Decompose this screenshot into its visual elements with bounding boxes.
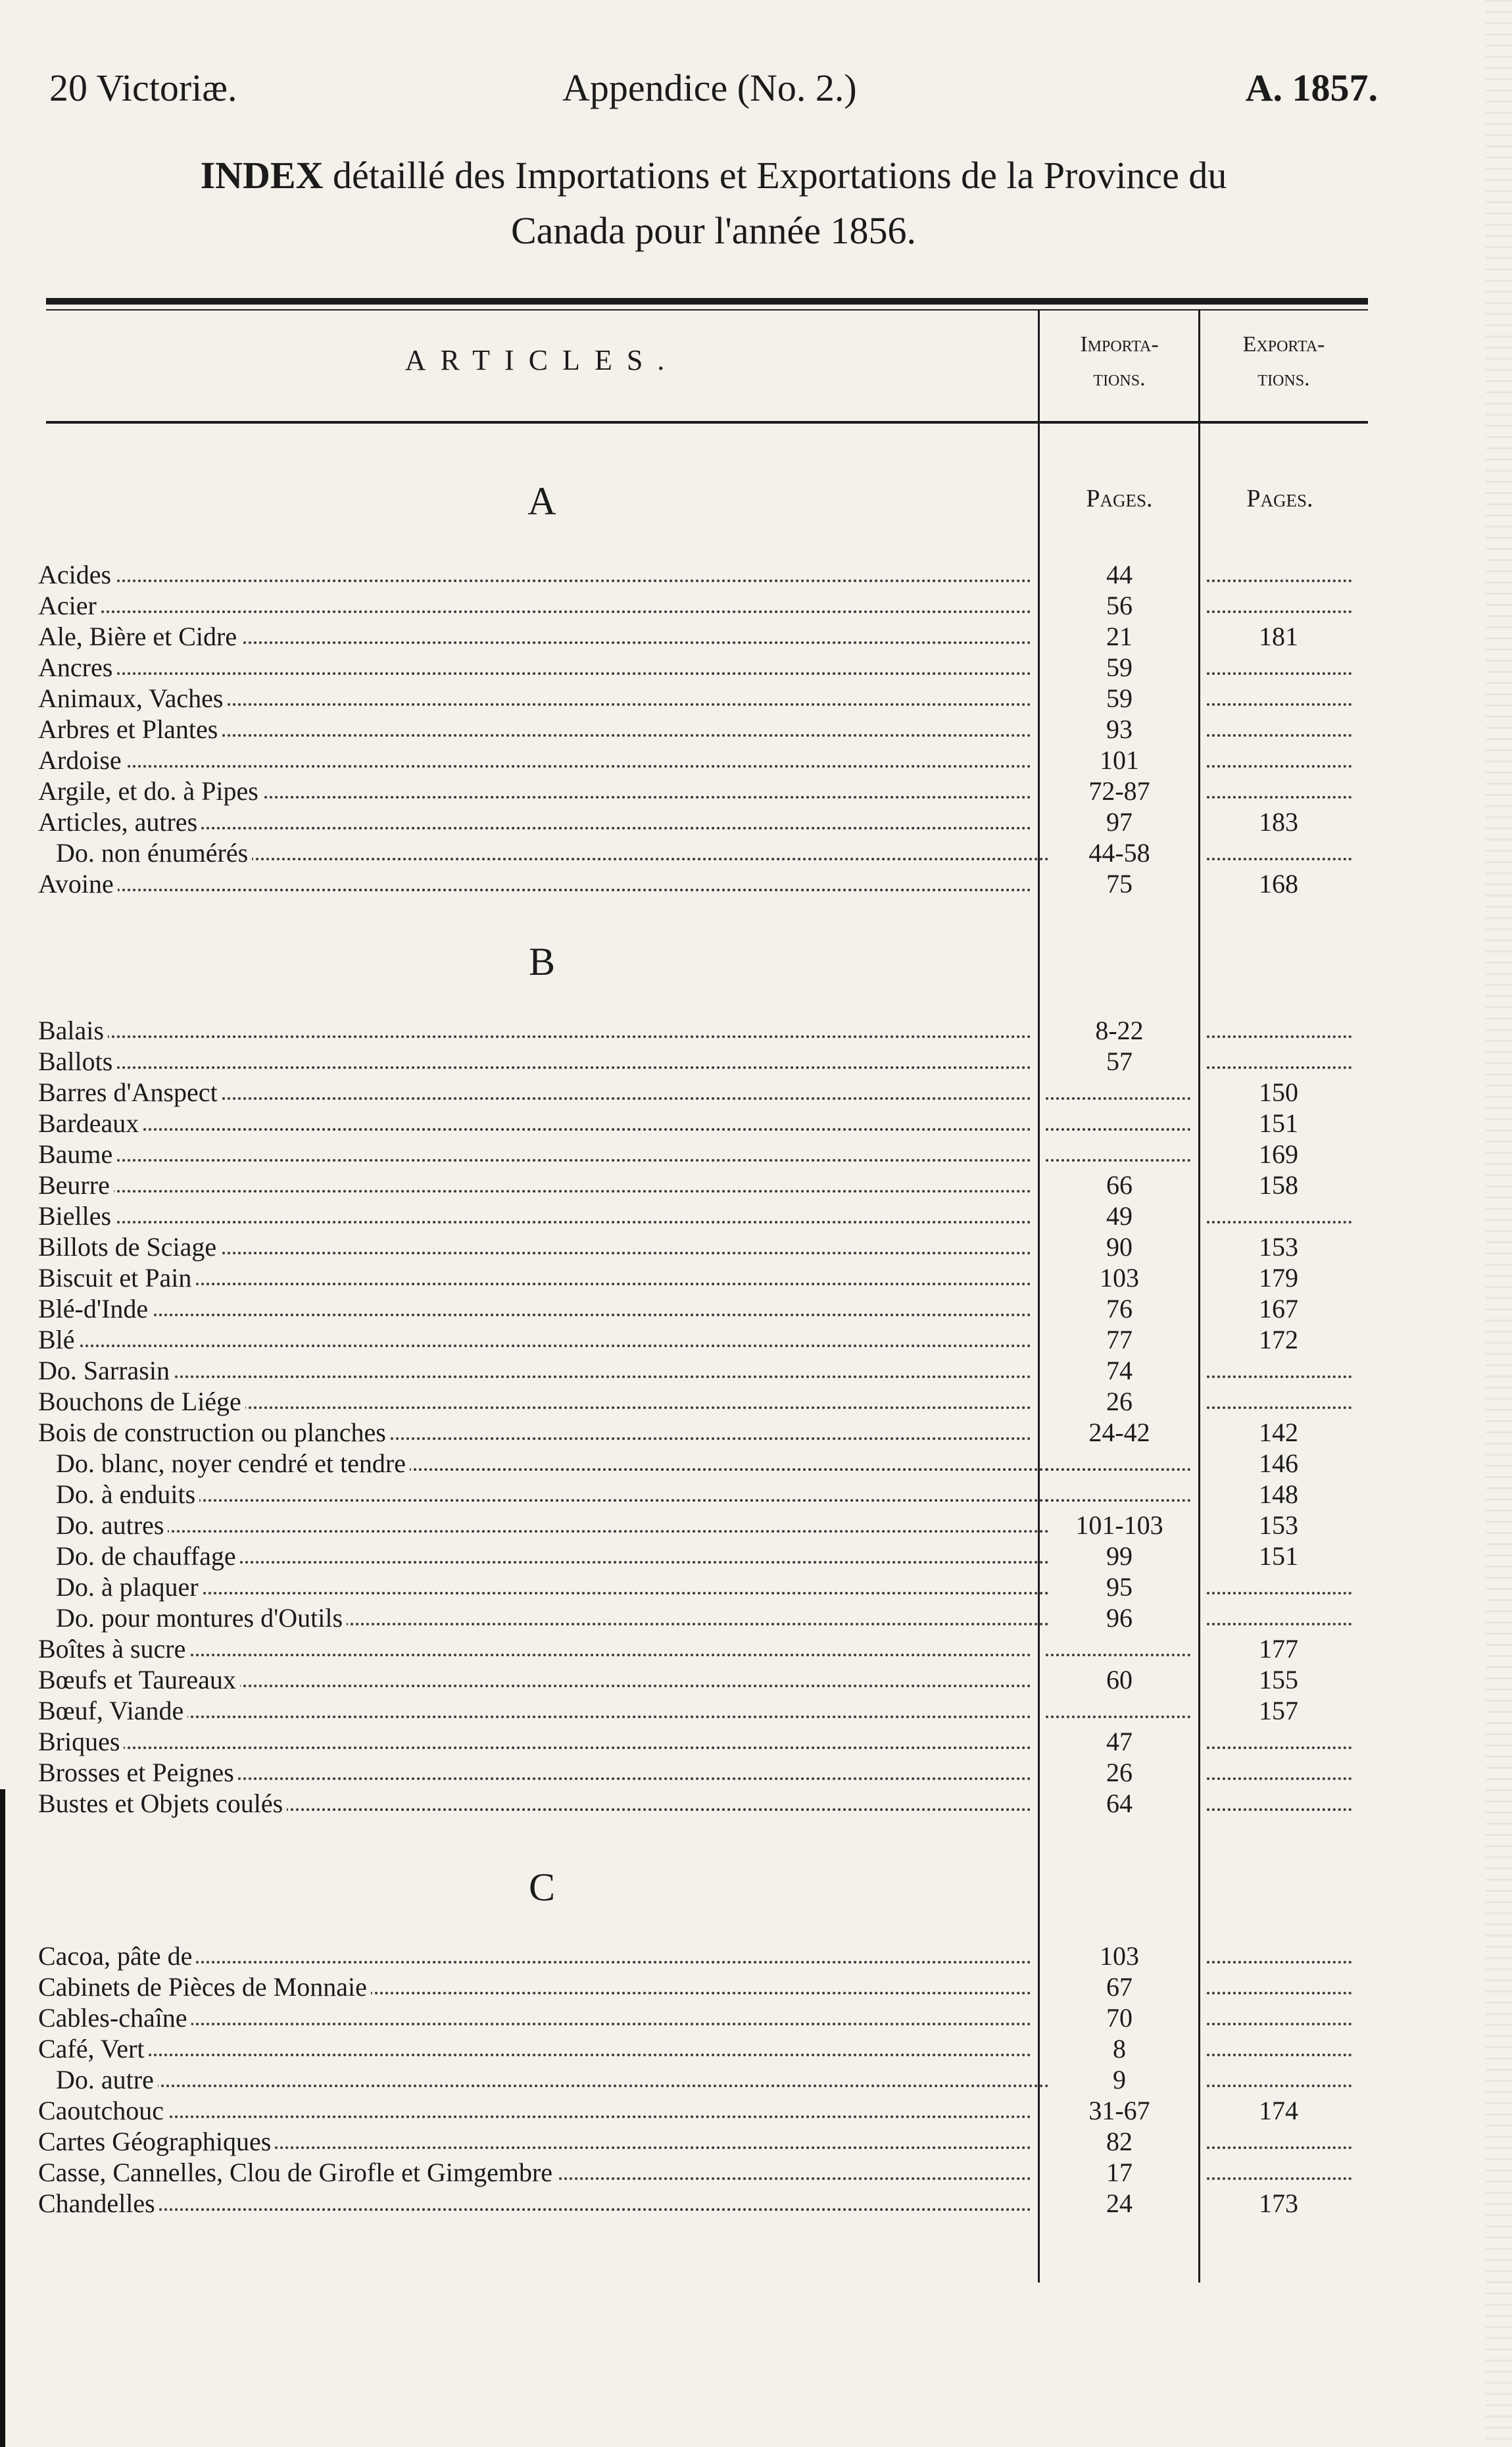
table-row: [0, 1695, 1512, 1726]
table-row: [0, 2064, 1512, 2095]
importations-page: 26: [1106, 1758, 1133, 1787]
article-name-text: Do. autre: [56, 2065, 158, 2094]
table-row: [0, 806, 1512, 837]
exportations-page: 167: [1259, 1294, 1298, 1323]
importations-empty-leader: [1046, 1496, 1190, 1502]
pages-label-exportations: Pages.: [1246, 485, 1313, 512]
article-name: [56, 837, 1049, 868]
table-row: [0, 559, 1512, 590]
importations-page: 47: [1106, 1727, 1133, 1756]
article-name-text: Do. pour montures d'Outils: [56, 1603, 347, 1633]
exportations-empty-leader: [1207, 1033, 1352, 1038]
importations-page: 9: [1113, 2065, 1126, 2094]
exportations-page: 173: [1259, 2188, 1298, 2218]
article-name-text: Cartes Géographiques: [38, 2127, 275, 2156]
table-row: [0, 1541, 1512, 1571]
column-header-importations-line1: Importa-: [1080, 332, 1159, 357]
importations-page: 99: [1106, 1541, 1133, 1571]
column-header-exportations: [1200, 328, 1368, 396]
importations-page: 26: [1106, 1387, 1133, 1416]
table-row: [0, 1571, 1512, 1602]
table-row: [0, 1262, 1512, 1293]
table-row: [0, 1448, 1512, 1479]
article-name-text: Argile, et do. à Pipes: [38, 776, 262, 806]
exportations-empty-leader: [1207, 2175, 1352, 2180]
article-name-text: Billots de Sciage: [38, 1232, 220, 1262]
exportations-page: 158: [1259, 1170, 1298, 1200]
article-name-text: Bois de construction ou planches: [38, 1418, 390, 1447]
table-header-rule: [46, 421, 1368, 424]
article-name-text: Ale, Bière et Cidre: [38, 622, 241, 651]
table-row: [0, 714, 1512, 745]
table-row: [0, 1046, 1512, 1077]
importations-page: 59: [1106, 683, 1133, 713]
importations-empty-leader: [1046, 1095, 1190, 1100]
table-row: [0, 1355, 1512, 1386]
exportations-empty-leader: [1207, 2144, 1352, 2149]
exportations-empty-leader: [1207, 1958, 1352, 1964]
table-row: [0, 1788, 1512, 1819]
article-name-text: Do. à enduits: [56, 1479, 199, 1509]
article-name: [38, 1324, 1031, 1355]
importations-page: 59: [1106, 653, 1133, 682]
exportations-page: 179: [1259, 1263, 1298, 1293]
article-name: [38, 1355, 1031, 1386]
table-row: [0, 1015, 1512, 1046]
importations-page: 49: [1106, 1201, 1133, 1231]
article-name-text: Blé-d'Inde: [38, 1294, 152, 1323]
article-name: [38, 1971, 1031, 2002]
table-row: [0, 1077, 1512, 1108]
article-name-text: Blé: [38, 1325, 79, 1354]
exportations-page: 169: [1259, 1139, 1298, 1169]
importations-page: 103: [1100, 1263, 1139, 1293]
exportations-page: 172: [1259, 1325, 1298, 1354]
article-name-text: Do. à plaquer: [56, 1572, 203, 1602]
article-name: [56, 1448, 1049, 1479]
importations-page: 21: [1106, 622, 1133, 651]
article-name-text: Do. non énumérés: [56, 838, 252, 868]
importations-page: 90: [1106, 1232, 1133, 1262]
article-name-text: Do. Sarrasin: [38, 1356, 174, 1385]
exportations-page: 155: [1259, 1665, 1298, 1694]
article-name: [38, 652, 1031, 683]
article-name: [38, 2002, 1031, 2033]
exportations-page: 153: [1259, 1510, 1298, 1540]
column-header-importations-line2: tions.: [1093, 366, 1146, 391]
article-name: [38, 1664, 1031, 1695]
exportations-page: 150: [1259, 1077, 1298, 1107]
table-row: [0, 2126, 1512, 2157]
table-row: [0, 2188, 1512, 2219]
article-name-text: Do. blanc, noyer cendré et tendre: [56, 1448, 410, 1478]
table-row: [0, 1386, 1512, 1417]
article-name-text: Balais: [38, 1016, 108, 1045]
article-name: [38, 590, 1031, 621]
exportations-empty-leader: [1207, 2020, 1352, 2025]
table-row: [0, 1971, 1512, 2002]
article-name-text: Animaux, Vaches: [38, 683, 227, 713]
importations-empty-leader: [1046, 1651, 1190, 1656]
article-name-text: Do. de chauffage: [56, 1541, 240, 1571]
exportations-empty-leader: [1207, 1806, 1352, 1811]
table-row: [0, 1324, 1512, 1355]
article-name: [38, 1633, 1031, 1664]
table-row: [0, 745, 1512, 776]
importations-page: 8-22: [1095, 1016, 1144, 1045]
article-name-text: Articles, autres: [38, 807, 201, 837]
importations-page: 72-87: [1088, 776, 1150, 806]
table-top-rule-thick: [46, 298, 1368, 305]
header-session: 20 Victoriæ.: [49, 66, 237, 109]
article-name: [56, 1479, 1049, 1510]
exportations-empty-leader: [1207, 2082, 1352, 2087]
article-name: [38, 559, 1031, 590]
exportations-empty-leader: [1207, 1373, 1352, 1378]
article-name: [38, 1726, 1031, 1757]
table-row: [0, 1417, 1512, 1448]
pages-label-importations: Pages.: [1086, 485, 1153, 512]
importations-page: 97: [1106, 807, 1133, 837]
importations-empty-leader: [1046, 1125, 1190, 1131]
article-name: [38, 621, 1031, 652]
article-name: [56, 1602, 1049, 1633]
article-name: [38, 2126, 1031, 2157]
article-name: [38, 714, 1031, 745]
importations-page: 77: [1106, 1325, 1133, 1354]
importations-page: 74: [1106, 1356, 1133, 1385]
section-letter-c: C: [528, 1866, 556, 1909]
column-header-exportations-line1: Exporta-: [1242, 332, 1325, 357]
article-name-text: Cables-chaîne: [38, 2003, 191, 2033]
article-name: [38, 683, 1031, 714]
importations-page: 24: [1106, 2188, 1133, 2218]
title-line-2: Canada pour l'année 1856.: [510, 209, 917, 252]
table-row: [0, 2002, 1512, 2033]
exportations-empty-leader: [1207, 608, 1352, 613]
importations-page: 8: [1113, 2034, 1126, 2064]
importations-empty-leader: [1046, 1713, 1190, 1718]
exportations-page: 148: [1259, 1479, 1298, 1509]
importations-page: 44: [1106, 560, 1133, 589]
importations-page: 60: [1106, 1665, 1133, 1694]
article-name: [38, 1695, 1031, 1726]
article-name: [38, 1417, 1031, 1448]
exportations-page: 157: [1259, 1696, 1298, 1725]
importations-empty-leader: [1046, 1156, 1190, 1162]
exportations-page: 181: [1259, 622, 1298, 651]
title-index-word: INDEX: [200, 154, 324, 197]
table-row: [0, 1293, 1512, 1324]
column-header-importations: [1039, 328, 1200, 396]
article-name-text: Biscuit et Pain: [38, 1263, 195, 1293]
table-row: [0, 1231, 1512, 1262]
article-name: [38, 1170, 1031, 1200]
article-name: [38, 1757, 1031, 1788]
article-name-text: Bustes et Objets coulés: [38, 1789, 287, 1818]
importations-page: 103: [1100, 1941, 1139, 1971]
article-name: [56, 2064, 1049, 2095]
article-name-text: Bouchons de Liége: [38, 1387, 245, 1416]
article-name-text: Chandelles: [38, 2188, 159, 2218]
table-row: [0, 1602, 1512, 1633]
exportations-empty-leader: [1207, 1064, 1352, 1069]
table-row: [0, 1940, 1512, 1971]
exportations-page: 151: [1259, 1541, 1298, 1571]
table-row: [0, 621, 1512, 652]
article-name: [38, 1139, 1031, 1170]
table-top-rule-thin: [46, 309, 1368, 310]
article-name-text: Brosses et Peignes: [38, 1758, 238, 1787]
article-name: [38, 2033, 1031, 2064]
article-name-text: Arbres et Plantes: [38, 714, 222, 744]
article-name: [38, 1788, 1031, 1819]
page-title: [49, 148, 1378, 259]
exportations-empty-leader: [1207, 670, 1352, 675]
importations-page: 24-42: [1088, 1418, 1150, 1447]
article-name-text: Ardoise: [38, 745, 126, 775]
exportations-empty-leader: [1207, 701, 1352, 706]
article-name: [38, 1046, 1031, 1077]
article-name-text: Barres d'Anspect: [38, 1077, 222, 1107]
article-name-text: Acides: [38, 560, 115, 589]
article-name-text: Bielles: [38, 1201, 115, 1231]
importations-page: 64: [1106, 1789, 1133, 1818]
exportations-empty-leader: [1207, 1620, 1352, 1625]
table-row: [0, 1757, 1512, 1788]
table-row: [0, 837, 1512, 868]
exportations-page: 177: [1259, 1634, 1298, 1664]
importations-page: 93: [1106, 714, 1133, 744]
importations-page: 44-58: [1088, 838, 1150, 868]
exportations-page: 146: [1259, 1448, 1298, 1478]
table-row: [0, 868, 1512, 899]
running-header: [49, 66, 1378, 118]
article-name-text: Briques: [38, 1727, 124, 1756]
article-name: [38, 2157, 1031, 2188]
section-letter-b: B: [528, 940, 556, 983]
importations-page: 101-103: [1075, 1510, 1163, 1540]
exportations-page: 153: [1259, 1232, 1298, 1262]
article-name-text: Cabinets de Pièces de Monnaie: [38, 1972, 371, 2002]
table-row: [0, 1170, 1512, 1200]
exportations-empty-leader: [1207, 731, 1352, 737]
table-row: [0, 1664, 1512, 1695]
exportations-empty-leader: [1207, 2051, 1352, 2056]
table-row: [0, 1510, 1512, 1541]
article-name: [38, 2095, 1031, 2126]
article-name-text: Bardeaux: [38, 1108, 143, 1138]
importations-page: 31-67: [1088, 2096, 1150, 2125]
article-name: [38, 1293, 1031, 1324]
exportations-empty-leader: [1207, 762, 1352, 768]
article-name: [38, 1077, 1031, 1108]
article-name: [38, 1940, 1031, 1971]
exportations-empty-leader: [1207, 1775, 1352, 1780]
exportations-empty-leader: [1207, 1404, 1352, 1409]
table-row: [0, 590, 1512, 621]
importations-page: 101: [1100, 745, 1139, 775]
exportations-page: 183: [1259, 807, 1298, 837]
importations-page: 67: [1106, 1972, 1133, 2002]
section-letter-a: A: [527, 480, 556, 523]
header-appendix: Appendice (No. 2.): [562, 66, 857, 109]
importations-page: 95: [1106, 1572, 1133, 1602]
importations-page: 66: [1106, 1170, 1133, 1200]
article-name: [38, 745, 1031, 776]
article-name-text: Cacoa, pâte de: [38, 1941, 196, 1971]
article-name: [38, 1386, 1031, 1417]
importations-page: 56: [1106, 591, 1133, 620]
article-name-text: Bœuf, Viande: [38, 1696, 187, 1725]
exportations-empty-leader: [1207, 855, 1352, 860]
importations-page: 82: [1106, 2127, 1133, 2156]
table-row: [0, 1479, 1512, 1510]
column-header-articles: ARTICLES.: [404, 344, 679, 376]
exportations-page: 151: [1259, 1108, 1298, 1138]
article-name-text: Baume: [38, 1139, 116, 1169]
title-line-1: [49, 148, 1378, 203]
article-name: [56, 1541, 1049, 1571]
table-row: [0, 2157, 1512, 2188]
article-name: [38, 1200, 1031, 1231]
article-name-text: Ancres: [38, 653, 116, 682]
header-year: A. 1857.: [1245, 66, 1378, 109]
importations-page: 96: [1106, 1603, 1133, 1633]
importations-empty-leader: [1046, 1466, 1190, 1471]
importations-page: 76: [1106, 1294, 1133, 1323]
exportations-page: 168: [1259, 869, 1298, 899]
article-name-text: Beurre: [38, 1170, 114, 1200]
article-name: [38, 776, 1031, 806]
article-name-text: Café, Vert: [38, 2034, 148, 2064]
exportations-page: 174: [1259, 2096, 1298, 2125]
table-row: [0, 1726, 1512, 1757]
table-row: [0, 1139, 1512, 1170]
article-name-text: Boîtes à sucre: [38, 1634, 189, 1664]
article-name-text: Ballots: [38, 1047, 116, 1076]
article-name: [56, 1571, 1049, 1602]
article-name-text: Bœufs et Taureaux: [38, 1665, 240, 1694]
article-name-text: Do. autres: [56, 1510, 168, 1540]
article-name-text: Acier: [38, 591, 101, 620]
table-row: [0, 1108, 1512, 1139]
exportations-empty-leader: [1207, 1218, 1352, 1224]
article-name: [56, 1510, 1049, 1541]
title-line-1-rest: détaillé des Importations et Exportations de la Province du: [323, 154, 1227, 197]
article-name: [38, 1262, 1031, 1293]
importations-page: 70: [1106, 2003, 1133, 2033]
table-row: [0, 1633, 1512, 1664]
table-row: [0, 1200, 1512, 1231]
importations-page: 75: [1106, 869, 1133, 899]
exportations-empty-leader: [1207, 793, 1352, 799]
table-row: [0, 2095, 1512, 2126]
importations-page: 57: [1106, 1047, 1133, 1076]
article-name-text: Casse, Cannelles, Clou de Girofle et Gimgembre: [38, 2158, 556, 2187]
article-name: [38, 806, 1031, 837]
exportations-page: 142: [1259, 1418, 1298, 1447]
exportations-empty-leader: [1207, 1989, 1352, 1994]
table-row: [0, 683, 1512, 714]
article-name: [38, 1015, 1031, 1046]
article-name-text: Avoine: [38, 869, 118, 899]
table-row: [0, 776, 1512, 806]
exportations-empty-leader: [1207, 577, 1352, 582]
article-name: [38, 1108, 1031, 1139]
article-name-text: Caoutchouc: [38, 2096, 168, 2125]
exportations-empty-leader: [1207, 1744, 1352, 1749]
article-name: [38, 2188, 1031, 2219]
exportations-empty-leader: [1207, 1589, 1352, 1594]
table-row: [0, 2033, 1512, 2064]
column-header-exportations-line2: tions.: [1257, 366, 1310, 391]
article-name: [38, 1231, 1031, 1262]
importations-page: 17: [1106, 2158, 1133, 2187]
article-name: [38, 868, 1031, 899]
table-row: [0, 652, 1512, 683]
